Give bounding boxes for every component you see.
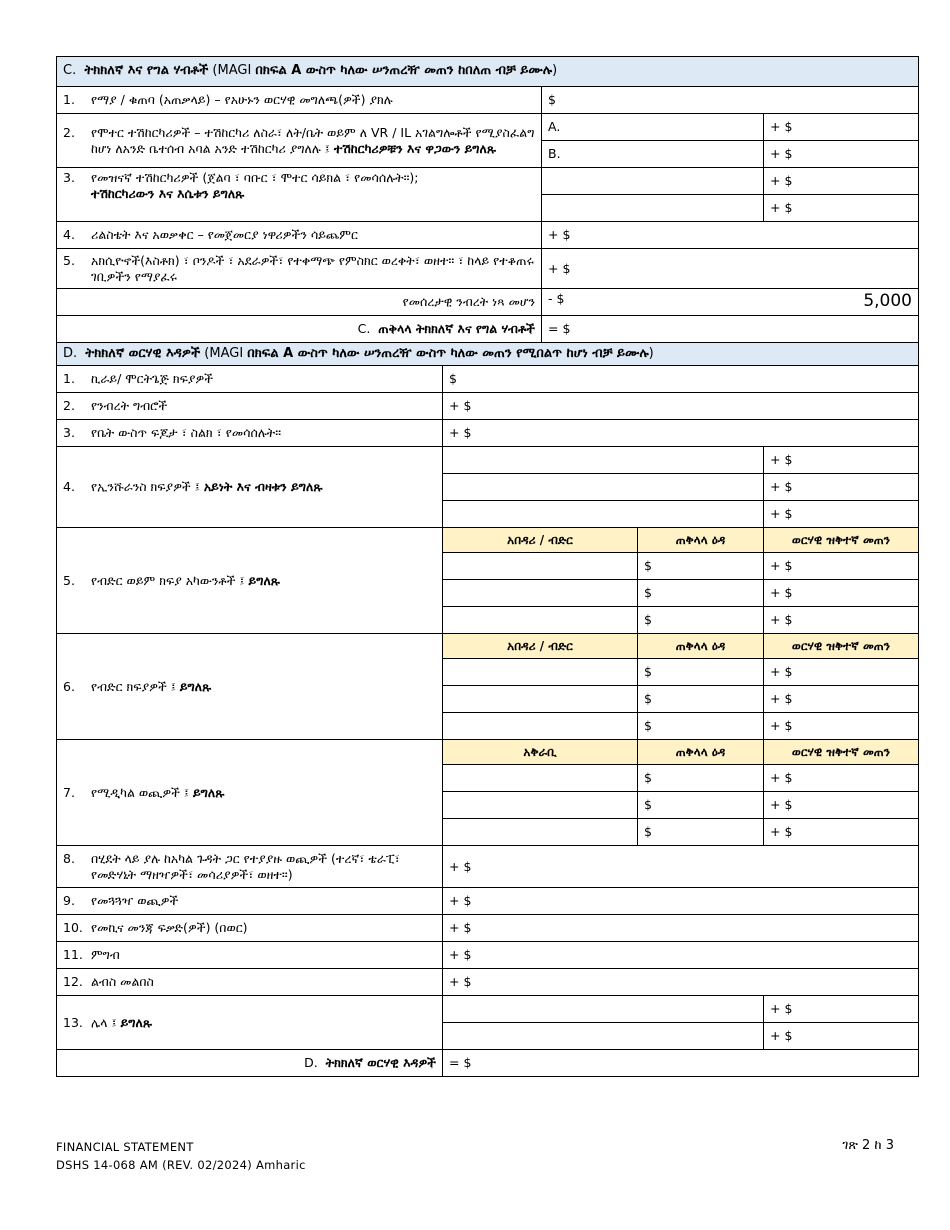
footer-form-number: DSHS 14-068 AM (REV. 02/2024) Amharic <box>56 1158 306 1173</box>
d-row-5-label: 5. የብድር ወይም ክፍያ አካውንቶች ፤ ይግለጹ <box>57 528 443 634</box>
d-row-4-amount-2-field[interactable]: + $ <box>764 474 919 501</box>
footer-form-title: FINANCIAL STATEMENT <box>56 1140 194 1154</box>
d-row-10: 10. የመኪና መንጃ ፍቃድ(ዎች) (በወር) + $ <box>57 915 919 942</box>
d-row-6-col-total: ጠቅላላ ዕዳ <box>638 634 764 659</box>
d-row-4-type-2-field[interactable] <box>443 474 764 501</box>
d-row-13-amount-1-field[interactable]: + $ <box>764 996 919 1023</box>
d-row-7-header <box>57 740 919 765</box>
c-row-1-label: የማያ / ቁጠባ (አጠቃላይ) – የአሁኑን ወርሃዊ መግለጫ(ዎች) ያክሉ <box>91 92 393 108</box>
c-row-4-amount-field[interactable]: + $ <box>542 222 919 249</box>
c-exemption-label: የመሰረታዊ ንብረት ነጻ መሆን <box>57 289 542 316</box>
d-row-11: 11. ምግብ + $ <box>57 942 919 969</box>
section-d-letter: D. <box>63 345 78 361</box>
section-c-letter: C. <box>63 63 77 79</box>
section-c-header: C. ትክክለኛ እና የግል ሃብቶች (MAGI በክፍል A ውስጥ ካለው ሠንጠረዥ መጠን ከበለጠ ብቻ ይሙሉ) <box>57 57 919 87</box>
c-row-3-vehicle-1-field[interactable] <box>542 168 764 195</box>
section-d-header: D. ትክክለኛ ወርሃዊ እዳዎች (MAGI በክፍል A ውስጥ ካለው ሠንጠረዥ ውስጥ ካለው መጠን የሚበልጥ ከሆነ ብቻ ይሙሉ) <box>57 343 919 366</box>
section-d-body <box>56 342 919 1077</box>
d-row-6-line: $ + $ <box>57 713 919 740</box>
c-row-2-value-b-field[interactable]: + $ <box>764 141 919 168</box>
d-row-3-amount-field[interactable]: + $ <box>443 420 919 447</box>
d-total-field[interactable]: = $ <box>443 1050 919 1077</box>
d-row-9-amount-field[interactable]: + $ <box>443 888 919 915</box>
d-row-6-col-monthly: ወርሃዊ ዝቅተኛ መጠን <box>764 634 919 659</box>
d-row-7-line: $ + $ <box>57 765 919 792</box>
section-c-title: ትክክለኛ እና የግል ሃብቶች <box>84 63 209 79</box>
d-row-6-line: $ + $ <box>57 659 919 686</box>
c-row-3a <box>57 168 919 195</box>
d-row-1: 1. ኪራይ/ ሞርትጌጅ ክፍያዎች $ <box>57 366 919 393</box>
d-row-7-col-provider: አቅራቢ <box>443 740 638 765</box>
d-row-11-amount-field[interactable]: + $ <box>443 942 919 969</box>
form-page <box>56 56 918 1077</box>
c-row-1-amount-field[interactable]: $ <box>542 87 919 114</box>
c-total-field[interactable]: = $ <box>542 316 919 343</box>
d-row-8-amount-field[interactable]: + $ <box>443 846 919 888</box>
d-row-5-col-monthly: ወርሃዊ ዝቅተኛ መጠን <box>764 528 919 553</box>
section-c-body <box>56 113 919 343</box>
page-number: ገጽ 2 ከ 3 <box>842 1138 894 1153</box>
d-row-5-header <box>57 528 919 553</box>
d-row-1-amount-field[interactable]: $ <box>443 366 919 393</box>
section-c-note: በክፍል A ውስጥ ካለው ሠንጠረዥ መጠን ከበለጠ ብቻ ይሙሉ <box>255 63 553 79</box>
d-row-7-label: 7. የሚዲካል ወጪዎች ፤ ይግለጹ <box>57 740 443 846</box>
d-row-2-amount-field[interactable]: + $ <box>443 393 919 420</box>
d-row-13-desc-2-field[interactable] <box>443 1023 764 1050</box>
c-row-5 <box>57 249 919 289</box>
c-exemption-amount: - $ 5,000 <box>542 289 919 316</box>
d-row-4-amount-3-field[interactable]: + $ <box>764 501 919 528</box>
d-row-4-amount-1-field[interactable]: + $ <box>764 447 919 474</box>
d-total-row <box>57 1050 919 1077</box>
d-row-6-header <box>57 634 919 659</box>
d-row-4-label: 4. የኢንሹራንስ ክፍያዎች ፤ አይነት እና ብዛቱን ይግለጹ <box>57 447 443 528</box>
d-row-7-line: $ + $ <box>57 792 919 819</box>
c-row-3-value-1-field[interactable]: + $ <box>764 168 919 195</box>
footer <box>56 1138 306 1175</box>
c-row-5-amount-field[interactable]: + $ <box>542 249 919 289</box>
d-row-5-line: $ + $ <box>57 607 919 634</box>
d-row-5-line: $ + $ <box>57 580 919 607</box>
d-row-7-line: $ + $ <box>57 819 919 846</box>
c-row-3-vehicle-2-field[interactable] <box>542 195 764 222</box>
d-row-6-col-lender: አበዳሪ / ብድር <box>443 634 638 659</box>
c-row-3-value-2-field[interactable]: + $ <box>764 195 919 222</box>
c-row-2-vehicle-a-field[interactable]: A. <box>542 114 764 141</box>
d-row-6-line: $ + $ <box>57 686 919 713</box>
section-d-title: ትክክለኛ ወርሃዊ እዳዎች <box>85 345 201 361</box>
d-row-10-amount-field[interactable]: + $ <box>443 915 919 942</box>
section-d-note: በክፍል A ውስጥ ካለው ሠንጠረዥ ውስጥ ካለው መጠን የሚበልጥ ከሆነ ብቻ ይሙሉ <box>247 345 649 361</box>
d-row-4-type-1-field[interactable] <box>443 447 764 474</box>
d-row-12: 12. ልብስ መልበስ + $ <box>57 969 919 996</box>
d-row-5-col-lender: አበዳሪ / ብድር <box>443 528 638 553</box>
c-total-label: C. ጠቅላላ ትክክለኛ እና የግል ሃብቶች <box>57 316 542 343</box>
c-row-2-label: 2. የሞተር ተሽከርካሪዎች – ተሽከርካሪ ለስራ፣ ለት/ቤት ወይም ለ VR / IL አገልግሎቶች የሚያስፈልግ ከሆነ ለአንድ ቤተሰብ አባል አንድ ተሽከርካሪ ያግለሉ ፤ ተሽከርካሪዎቹን እና ዋጋውን ይግለጹ <box>57 114 542 168</box>
d-row-6-label: 6. የብድር ክፍያዎች ፤ ይግለጹ <box>57 634 443 740</box>
c-total-row <box>57 316 919 343</box>
d-row-12-amount-field[interactable]: + $ <box>443 969 919 996</box>
c-row-1: 1. የማያ / ቁጠባ (አጠቃላይ) – የአሁኑን ወርሃዊ መግለጫ(ዎች) ያክሉ $ <box>57 87 919 114</box>
d-row-4a <box>57 447 919 474</box>
c-row-4-label: 4. ሪልስቴት እና አወቃቀር – የመጀመርያ ነዋሪዎችን ሳይጨምር <box>57 222 542 249</box>
d-row-5-col-total: ጠቅላላ ዕዳ <box>638 528 764 553</box>
financial-statement-table <box>56 56 919 114</box>
c-row-4 <box>57 222 919 249</box>
c-row-2a <box>57 114 919 141</box>
c-row-2-vehicle-b-field[interactable]: B. <box>542 141 764 168</box>
d-row-2: 2. የንብረት ግብሮች + $ <box>57 393 919 420</box>
d-row-5-line: $ + $ <box>57 553 919 580</box>
d-row-7-col-monthly: ወርሃዊ ዝቅተኛ መጠን <box>764 740 919 765</box>
d-row-3: 3. የቤት ውስጥ ፍጆታ ፣ ስልክ ፣ የመሳሰሉት። + $ <box>57 420 919 447</box>
d-row-13-amount-2-field[interactable]: + $ <box>764 1023 919 1050</box>
d-row-7-col-total: ጠቅላላ ዕዳ <box>638 740 764 765</box>
c-exemption-value: 5,000 <box>863 291 912 312</box>
d-row-13-label: 13. ሌላ ፤ ይግለጹ <box>57 996 443 1050</box>
c-row-5-label: 5. አክሲዮኖች(እስቶክ) ፣ ቦንዶች ፣ አደራዎች፣ የተቀማጭ የምስክር ወረቀት፣ ወዘተ። ፣ ከላይ የተቆጠሩ ገቢዎችን የማያፈሩ <box>57 249 542 289</box>
d-row-13a <box>57 996 919 1023</box>
d-row-13-desc-1-field[interactable] <box>443 996 764 1023</box>
c-row-2-value-a-field[interactable]: + $ <box>764 114 919 141</box>
d-total-label: D. ትክክለኛ ወርሃዊ እዳዎች <box>57 1050 443 1077</box>
c-row-3-label: 3. የመዝናኛ ተሽከርካሪዎች (ጀልባ ፣ ባቡር ፣ ሞተር ሳይክል ፣ የመሳሰሉት።); ተሽከርካሪውን እና እሴቱን ይግለጹ <box>57 168 542 222</box>
d-row-8: 8. በሂደት ላይ ያሉ ከአካል ጉዳት ጋር የተያያዙ ወጪዎች (ተረኛ፣ ቴራፒ፣ የመድሃኒት ማዘዣዎች፣ መሳሪያዎች፣ ወዘተ።) + $ <box>57 846 919 888</box>
d-row-9: 9. የመጓጓዣ ወጪዎች + $ <box>57 888 919 915</box>
c-exemption-row <box>57 289 919 316</box>
d-row-4-type-3-field[interactable] <box>443 501 764 528</box>
